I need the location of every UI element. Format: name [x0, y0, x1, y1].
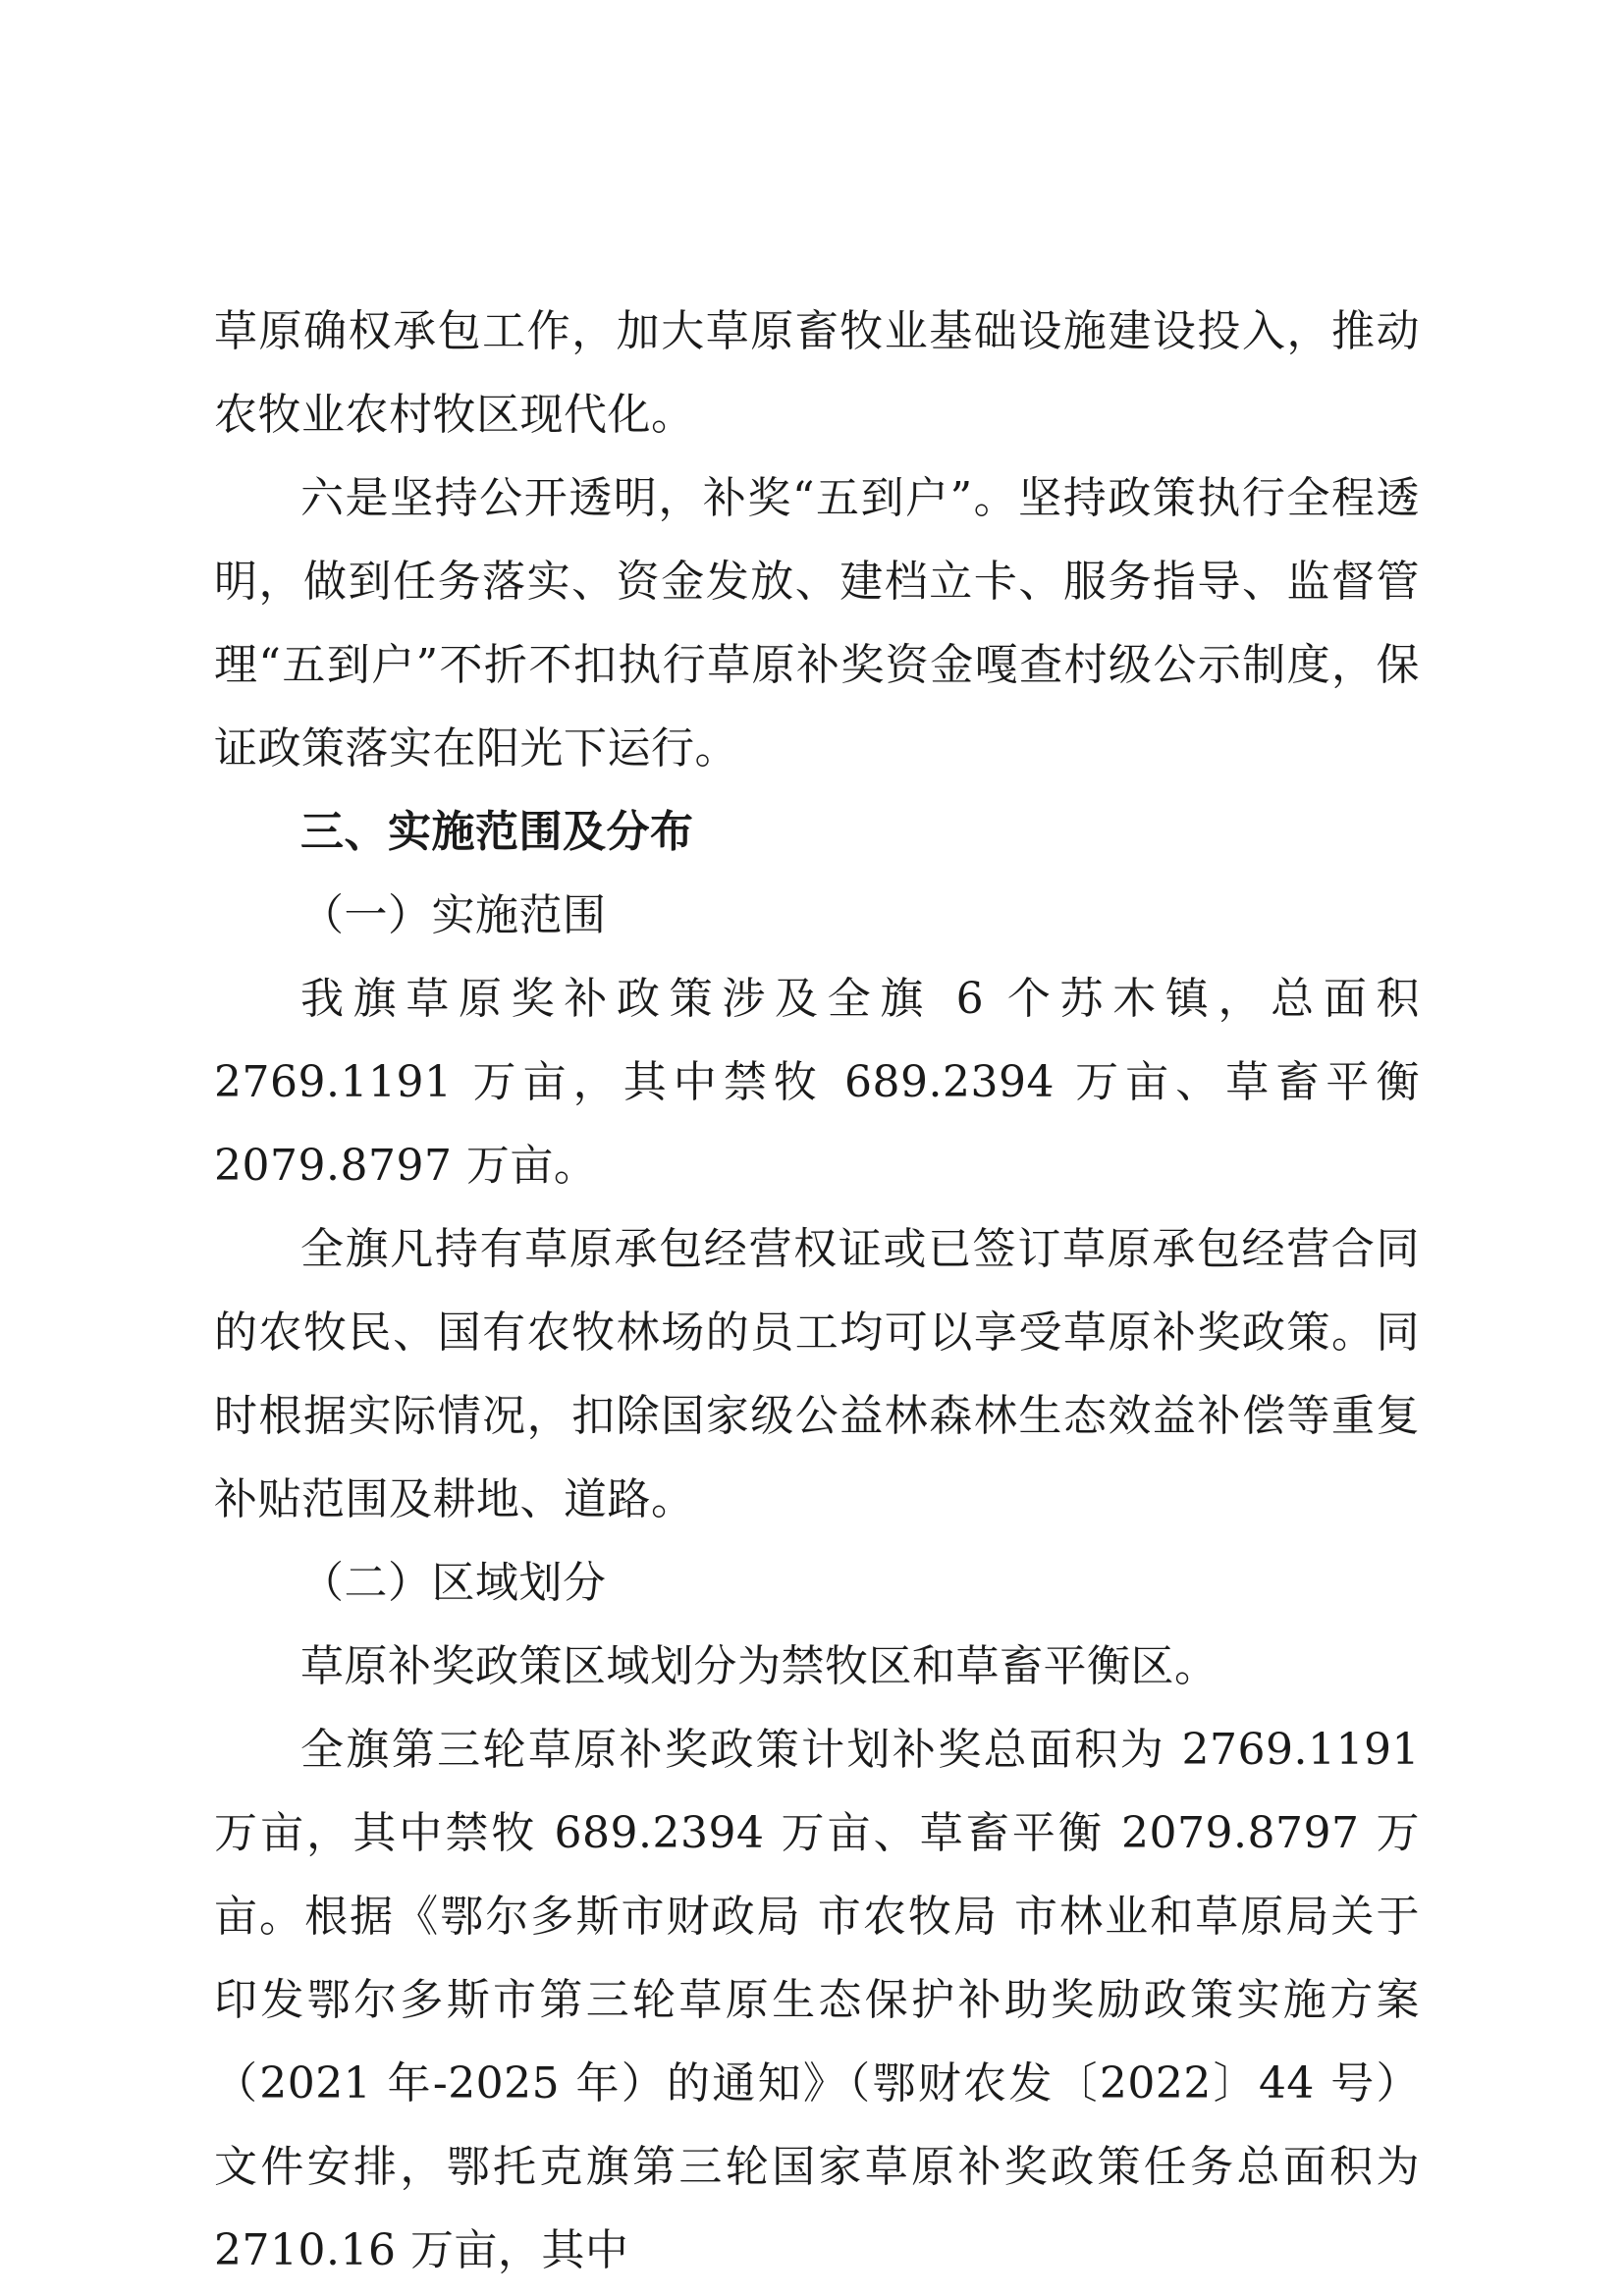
- section-heading-scope-distribution: 三、实施范围及分布: [300, 807, 694, 857]
- paragraph-total-area: 我旗草原奖补政策涉及全旗 6 个苏木镇，总面积 2769.1191 万亩，其中禁牧 689.2394 万亩、草畜平衡 2079.8797 万亩。: [214, 974, 1420, 1191]
- paragraph-plan-area: 全旗第三轮草原补奖政策计划补奖总面积为 2769.1191 万亩，其中禁牧 689.2394 万亩、草畜平衡 2079.8797 万亩。根据《鄂尔多斯市财政局 市农牧局 市林业和草原局关于印发鄂尔多斯市第三轮草原生态保护补助奖励政策实施方案（2021 年-2025 年）的通知》（鄂财农发〔2022〕44 号）文件安排，鄂托克旗第三轮国家草原补奖政策任务总面积为 2710.16 万亩，其中: [214, 1725, 1420, 2275]
- paragraph-continuation: 草原确权承包工作，加大草原畜牧业基础设施建设投入，推动农牧业农村牧区现代化。: [214, 306, 1420, 440]
- document-body: [214, 290, 1420, 2292]
- subsection-heading-region-division: （二）区域划分: [300, 1558, 607, 1608]
- paragraph-public-transparency: 六是坚持公开透明，补奖“五到户”。坚持政策执行全程透明，做到任务落实、资金发放、建档立卡、服务指导、监督管理“五到户”不折不扣执行草原补奖资金嘎查村级公示制度，保证政策落实在阳光下运行。: [214, 473, 1420, 774]
- paragraph-eligibility: 全旗凡持有草原承包经营权证或已签订草原承包经营合同的农牧民、国有农牧林场的员工均可以享受草原补奖政策。同时根据实际情况，扣除国家级公益林森林生态效益补偿等重复补贴范围及耕地、道路。: [214, 1224, 1420, 1524]
- paragraph-region-types: 草原补奖政策区域划分为禁牧区和草畜平衡区。: [300, 1641, 1218, 1691]
- subsection-heading-scope: （一）实施范围: [300, 890, 607, 940]
